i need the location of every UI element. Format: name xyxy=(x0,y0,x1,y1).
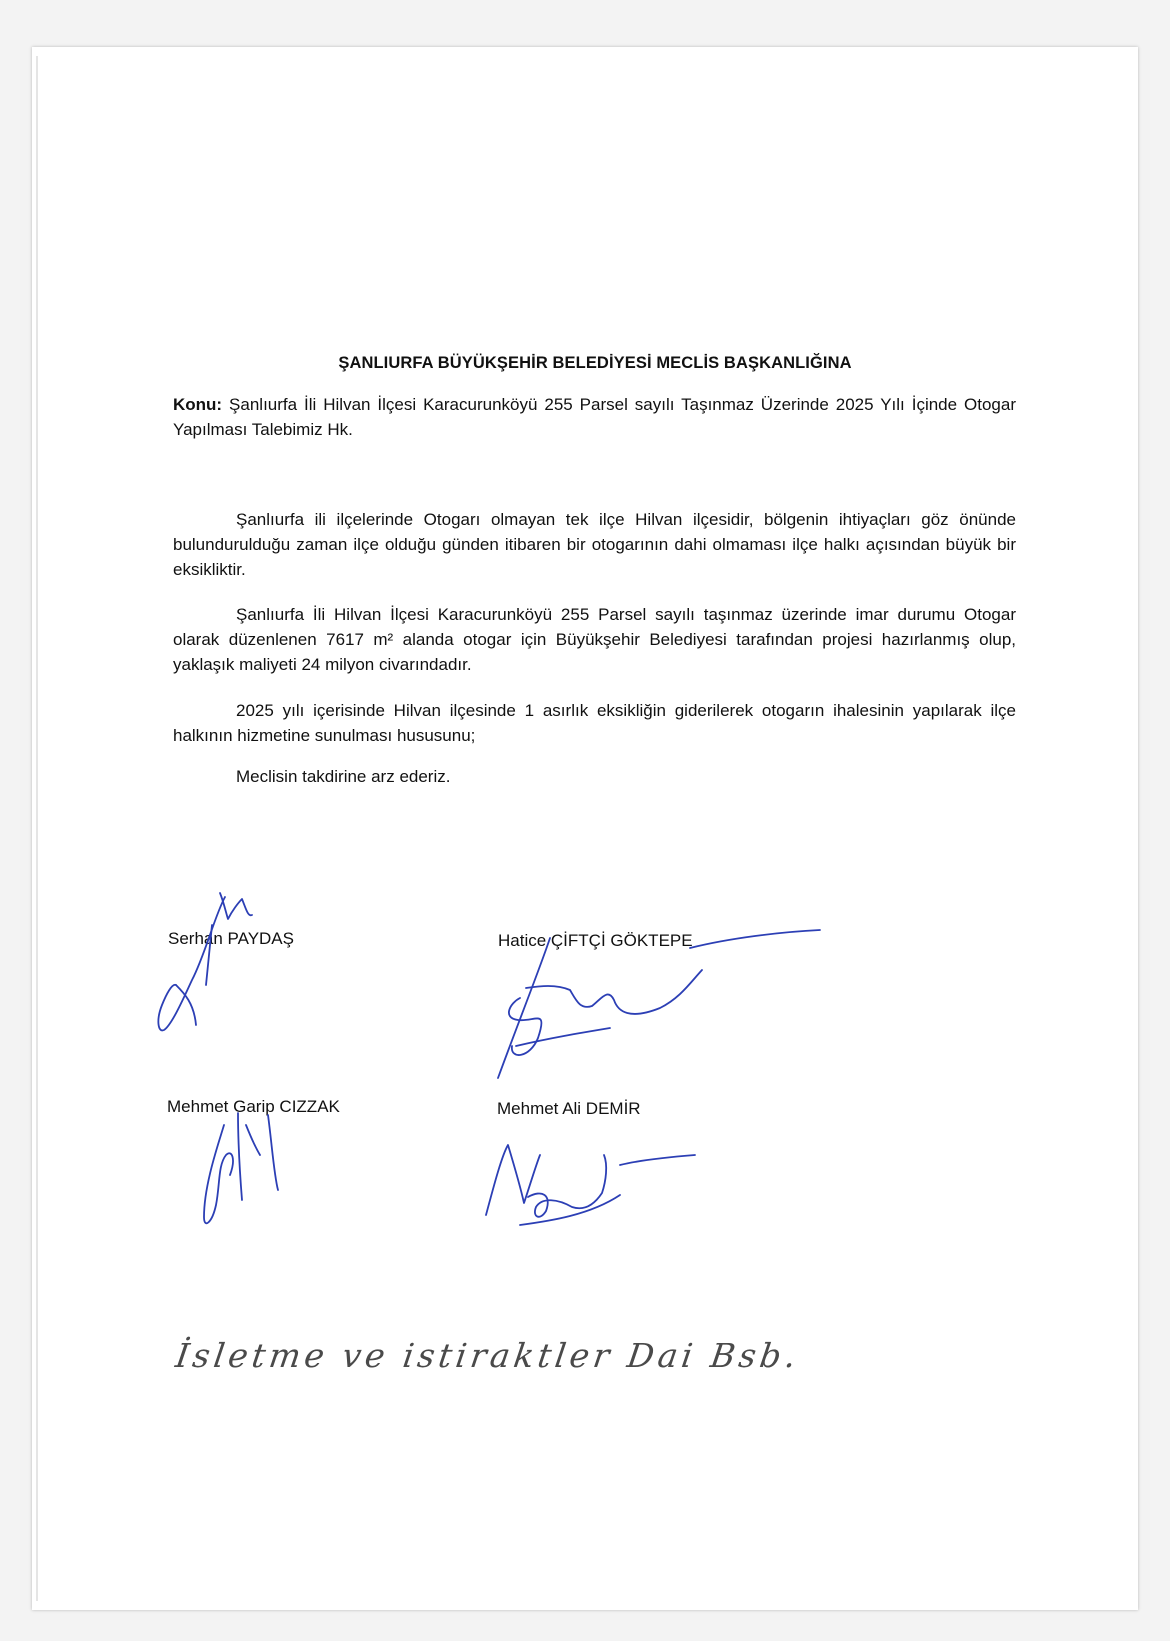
closing-line: Meclisin takdirine arz ederiz. xyxy=(236,767,451,786)
signature-2 xyxy=(490,928,830,1083)
subject-line xyxy=(173,392,1016,442)
handwritten-note: İsletme ve istiraktler Dai Bsb. xyxy=(173,1336,803,1375)
signatory-name-2: Hatice ÇİFTÇİ GÖKTEPE xyxy=(498,931,693,950)
subject-label: Konu: xyxy=(173,395,223,414)
document-title: ŞANLIURFA BÜYÜKŞEHİR BELEDİYESİ MECLİS BAŞKANLIĞINA xyxy=(338,354,852,372)
signature-4 xyxy=(480,1125,700,1235)
signature-1 xyxy=(150,885,270,1040)
signatory-name-1: Serhan PAYDAŞ xyxy=(168,929,294,948)
signature-3 xyxy=(190,1105,300,1230)
body-paragraph-2: Şanlıurfa İli Hilvan İlçesi Karacurunköyü 255 Parsel sayılı taşınmaz üzerinde imar durumu Otogar olarak düzenlenen 7617 m² alanda otogar için Büyükşehir Belediyesi tarafından projesi hazırlanmış olup, yaklaşık maliyeti 24 milyon civarındadır. xyxy=(173,605,1016,674)
body-paragraph-3: 2025 yılı içerisinde Hilvan ilçesinde 1 asırlık eksikliğin giderilerek otogarın ihalesinin yapılarak ilçe halkının hizmetine sunulması hususunu; xyxy=(173,701,1016,745)
signatory-name-4: Mehmet Ali DEMİR xyxy=(497,1099,641,1118)
signatory-name-3: Mehmet Garip CIZZAK xyxy=(167,1097,340,1116)
body-paragraph-1: Şanlıurfa ili ilçelerinde Otogarı olmayan tek ilçe Hilvan ilçesidir, bölgenin ihtiyaçları göz önünde bulundurulduğu zaman ilçe olduğu günden itibaren bir otogarının dahi olmaması ilçe halkı açısından büyük bir eksikliktir. xyxy=(173,510,1016,579)
subject-text: Şanlıurfa İli Hilvan İlçesi Karacurunköyü 255 Parsel sayılı Taşınmaz Üzerinde 2025 Yılı İçinde Otogar Yapılması Talebimiz Hk. xyxy=(173,395,1016,439)
